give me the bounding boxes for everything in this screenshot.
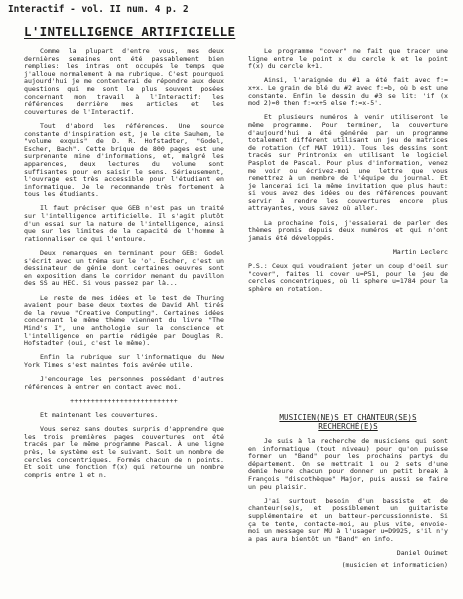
paragraph: Je suis à la recherche de musiciens qui sont en informatique (tout niveau) pour qu'on puisse former un "Band" pour les prochains partys du département. On se mettrait 1 ou 2 sets d'une demie heure chacun pour donner un petit break à François "discothèque" Major, puis aussi se faire un peu plaisir. <box>248 437 448 491</box>
section-title: MUSICIEN(NE)S ET CHANTEUR(SE)S RECHERCHÉ(E)S <box>279 413 417 431</box>
paragraph: Comme la plupart d'entre vous, mes deux dernières semaines ont été passablement bien remplies: les intras ont occupés le temps que j'alloue normalement à ma rubrique. C'est pourquoi aujourd'hui je me contenterai de répondre aux deux questions qui me sont le plus souvent posées concernant mon travail à l'Interactif: les références derrière mes articles et les couvertures de l'Interactif. <box>24 47 224 116</box>
section-divider: ++++++++++++++++++++++++++ <box>70 396 178 405</box>
paragraph: J'ai surtout besoin d'un bassiste et de chanteur(se)s, et possiblement un guitariste supplémentaire et un batteur-percussionniste. Si ça te tente, contacte-moi, au plus vite, envoie-moi un message sur MU à l'usager u=D9925, s'il n'y a pas aura bientôt un "Band" en info. <box>248 496 448 543</box>
paragraph: Tout d'abord les références. Une source constante d'inspiration est, je le cite Sauhem, le "volume exquis" de D. R. Hofstadter, "Godel, Escher, Bach". Cette brique de 800 pages est une surprenante mine d'informations, et, malgré les apparences, deux lectures du volume sont suffisantes pour en saisir le sens. Sérieusement, l'ouvrage est très accessible pour l'étudiant en informatique. Je le recommande très fortement à tous les étudiants. <box>24 121 224 199</box>
paragraph: Il faut préciser que GEB n'est pas un traité sur l'intelligence artificielle. Il s'agit plutôt d'un essai sur la nature de l'intelligence, ainsi que sur les limites de la capacité de l'homme à rationnaliser ce qui l'entoure. <box>24 204 224 243</box>
article-title: L'INTELLIGENCE ARTIFICIELLE <box>24 24 236 39</box>
paragraph: Le reste de mes idées et le test de Thuring avaient pour base deux textes de David Ahl tirés de la revue "Creative Computing". Certaines idées concernant le même thème viennent du livre "The Mind's I", une anthologie sur la conscience et l'intelligence en partie rédigée par Douglas R. Hofstadter (oui, c'est le même). <box>24 293 224 348</box>
paragraph: Ainsi, l'araignée du #1 a été fait avec f:= x+x. Le grain de blé du #2 avec f:=b, où b est une constante. Enfin le dessin du #3 se lit: 'if (x mod 2)=0 then f:=x+5 else f:=x-5'. <box>248 76 448 108</box>
right-column-bottom <box>248 413 448 569</box>
paragraph: J'encourage les personnes possédant d'autres références à entrer en contact avec moi. <box>24 375 224 391</box>
signature-name: Daniel Ouimet <box>396 548 448 557</box>
paragraph: Le programme "cover" ne fait que tracer une ligne entre le point x du cercle k et le point f(x) du cercle k+1. <box>248 47 448 71</box>
paragraph: Et plusieurs numéros à venir utiliseront le même programme. Pour terminer, la couverture d'aujourd'hui a été générée par un programme totalement différent utilisant un jeu de matrices de rotation (cf MAT 1911). Tous les dessins sont tracés sur Printronix en utilisant le logiciel Pasplot de Pascal. Pour plus d'information, venez me voir ou écrivez-moi une lettre que vous remettrez à un membre de l'équipe du journal. Et je lancerai ici la même invitation que plus haut: si vous avez des idées ou des références pouvant servir à rendre les couvertures encore plus attrayantes, vous savez où aller. <box>248 113 448 213</box>
paragraph: Vous serez sans doutes surpris d'apprendre que les trois premières pages couvertures ont été tracés par le même programme Pascal. À une ligne près, le système est le suivant. Soit un nombre de cercles concentriques. Formés chacun de n points. Et soit une fonction f(x) qui retourne un nombre compris entre 1 et n. <box>24 425 224 479</box>
paragraph: Enfin la rubrique sur l'informatique du New York Times s'est maintes fois avérée utile. <box>24 353 224 369</box>
signature-role: (musicien et informaticien) <box>341 560 448 569</box>
paragraph: La prochaine fois, j'essaierai de parler des thèmes promis depuis deux numéros et qui n'ont jamais été développés. <box>248 218 448 242</box>
page-header <box>8 4 455 15</box>
author-signature: Martin Leclerc <box>392 248 448 257</box>
left-column <box>24 48 224 486</box>
paragraph: Et maintenant les couvertures. <box>40 411 159 420</box>
right-column-top <box>248 48 448 300</box>
postscript: P.S.: Ceux qui voudraient jeter un coup d'oeil sur "cover", faites li cover u=P51, pour le jeu de cercles concentriques, où li sphere u=1784 pour la sphère en rotation. <box>248 262 448 293</box>
article-title-wrap <box>24 21 235 40</box>
header-left: Interactif - vol. II num. 4 p. 2 <box>8 4 189 15</box>
paragraph: Deux remarques en terminant pour GEB: Godel s'écrit avec un tréma sur le 'o'. Escher, c'est un dessinateur de génie dont certaines oeuvres sont en exposition dans le corridor menant du pavillon des SS au HEC. Si vous passez par là... <box>24 249 224 288</box>
